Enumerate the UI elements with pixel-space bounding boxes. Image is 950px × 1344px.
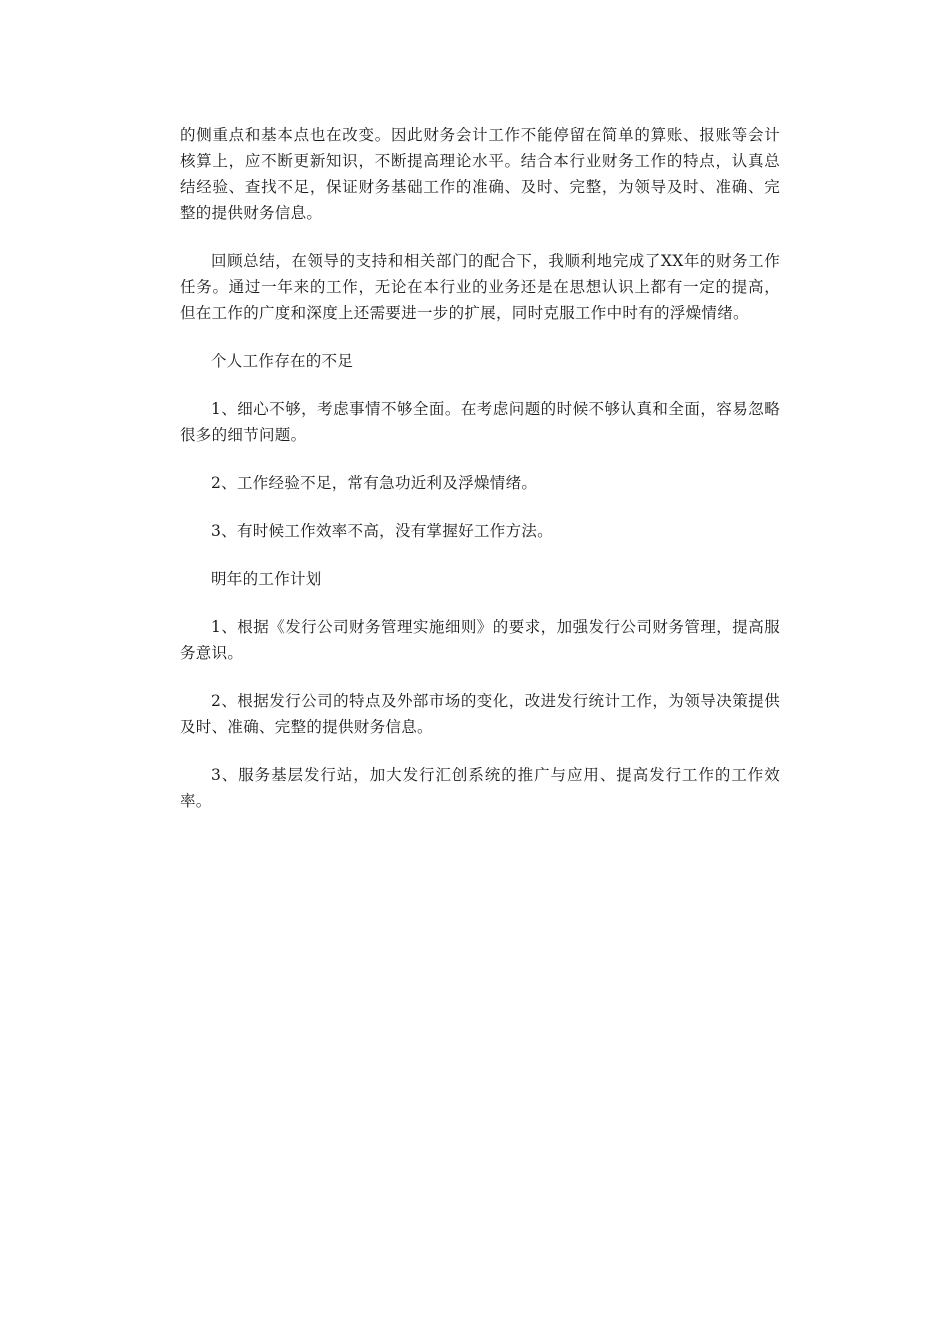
- shortcoming-item-3: 3、有时候工作效率不高，没有掌握好工作方法。: [211, 522, 553, 540]
- shortcoming-item-2: 2、工作经验不足，常有急功近利及浮燥情绪。: [211, 474, 538, 492]
- section-heading-shortcomings: 个人工作存在的不足: [211, 352, 354, 370]
- paragraph-review-summary: 回顾总结，在领导的支持和相关部门的配合下，我顺利地完成了XX年的财务工作任务。通过一年来的工作，无论在本行业的业务还是在思想认识上都有一定的提高，但在工作的广度和深度上还需要进一步的扩展，同时克服工作中时有的浮燥情绪。: [180, 252, 780, 322]
- plan-item-3: 3、服务基层发行站，加大发行汇创系统的推广与应用、提高发行工作的工作效率。: [180, 766, 780, 810]
- plan-item-2: 2、根据发行公司的特点及外部市场的变化，改进发行统计工作，为领导决策提供及时、准确、完整的提供财务信息。: [180, 692, 780, 736]
- document-page: [180, 122, 780, 836]
- section-heading-next-year-plan: 明年的工作计划: [211, 570, 322, 588]
- paragraph-intro: 的侧重点和基本点也在改变。因此财务会计工作不能停留在简单的算账、报账等会计核算上，应不断更新知识，不断提高理论水平。结合本行业财务工作的特点，认真总结经验、查找不足，保证财务基础工作的准确、及时、完整，为领导及时、准确、完整的提供财务信息。: [180, 126, 780, 222]
- plan-item-1: 1、根据《发行公司财务管理实施细则》的要求，加强发行公司财务管理，提高服务意识。: [180, 618, 780, 662]
- shortcoming-item-1: 1、细心不够，考虑事情不够全面。在考虑问题的时候不够认真和全面，容易忽略很多的细节问题。: [180, 400, 780, 444]
